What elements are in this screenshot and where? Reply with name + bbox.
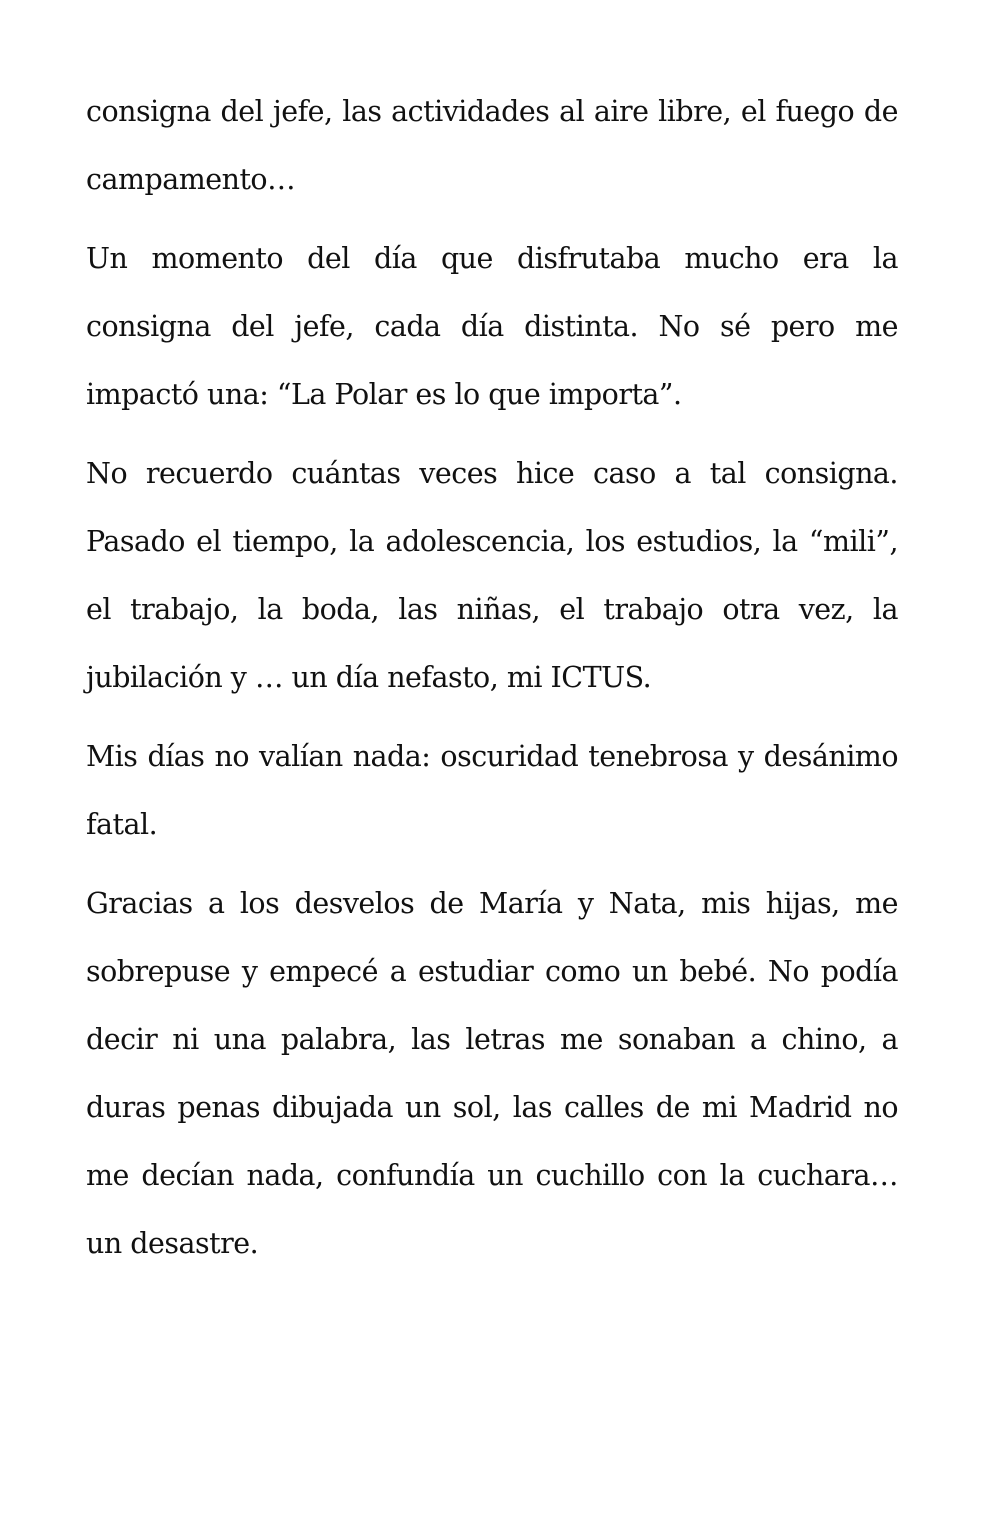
paragraph: consigna del jefe, las actividades al aire libre, el fuego de campamento… — [86, 95, 898, 196]
page-body — [86, 78, 898, 1289]
paragraph: Gracias a los desvelos de María y Nata, mis hijas, me sobrepuse y empecé a estudiar como un bebé. No podía decir ni una palabra, las letras me sonaban a chino, a duras penas dibujada un sol, las calles de mi Madrid no me decían nada, confundía un cuchillo con la cuchara… un desastre. — [86, 887, 898, 1260]
paragraph: No recuerdo cuántas veces hice caso a tal consigna. Pasado el tiempo, la adolescencia, los estudios, la “mili”, el trabajo, la boda, las niñas, el trabajo otra vez, la jubilación y … un día nefasto, mi ICTUS. — [86, 457, 898, 694]
paragraph: Mis días no valían nada: oscuridad tenebrosa y desánimo fatal. — [86, 740, 898, 841]
paragraph: Un momento del día que disfrutaba mucho era la consigna del jefe, cada día distinta. No sé pero me impactó una: “La Polar es lo que importa”. — [86, 242, 898, 411]
